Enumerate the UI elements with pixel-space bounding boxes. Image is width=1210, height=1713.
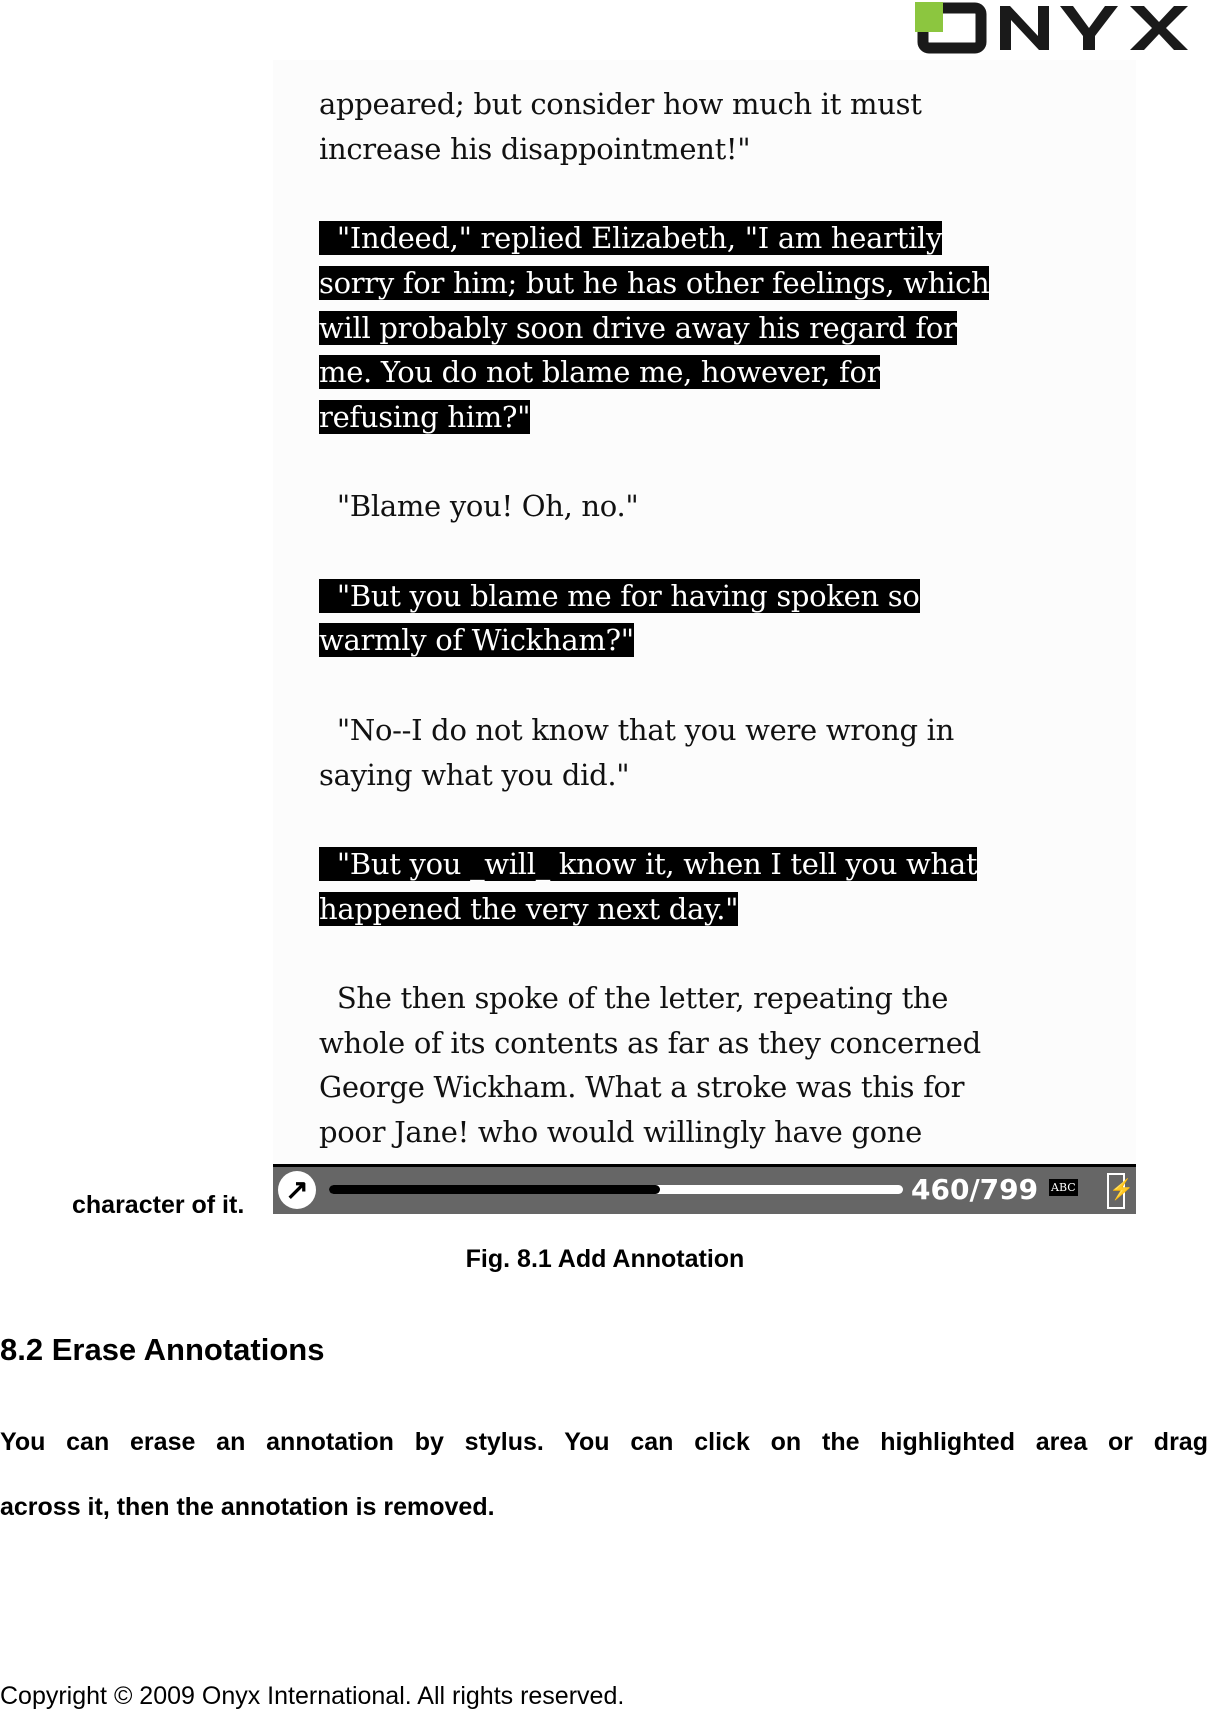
text-line[interactable] [319,1021,981,1065]
line-text: "Indeed," replied Elizabeth, "I am heartily [319,221,943,256]
highlighted-line[interactable] [319,574,920,618]
highlighted-line[interactable] [319,306,957,350]
back-arrow-icon[interactable]: ↗ [278,1171,316,1209]
trailing-text: character of it. [72,1191,245,1219]
line-text: refusing him?" [319,399,531,434]
line-text: happened the very next day." [319,891,739,926]
highlighted-line[interactable] [319,350,880,394]
highlighted-line[interactable] [319,887,738,931]
text-line[interactable] [319,1065,964,1109]
body-paragraph-line-1: You can erase an annotation by stylus. You can click on the highlighted area or drag [0,1428,1208,1456]
line-text: "Blame you! Oh, no." [319,489,639,524]
figure-caption: Fig. 8.1 Add Annotation [465,1245,745,1273]
highlighted-line[interactable] [319,216,942,260]
text-line[interactable] [319,753,629,797]
text-line[interactable] [319,127,750,171]
copyright: Copyright © 2009 Onyx International. All rights reserved. [0,1682,625,1710]
line-text: "But you blame me for having spoken so [319,578,920,613]
highlighted-line[interactable] [319,842,977,886]
line-text: sorry for him; but he has other feelings, which [319,265,990,300]
section-heading: 8.2 Erase Annotations [0,1332,325,1367]
battery-icon: ⚡ [1107,1173,1125,1209]
line-text: She then spoke of the letter, repeating the [319,981,949,1015]
reader-status-bar [273,1164,1136,1214]
line-text: appeared; but consider how much it must [319,87,922,121]
body-paragraph-line-2: across it, then the annotation is removed. [0,1493,495,1521]
highlighted-line[interactable] [319,395,530,439]
progress-fill [329,1185,660,1194]
reading-progress-bar[interactable] [329,1185,903,1194]
line-text: "No--I do not know that you were wrong in [319,712,954,747]
text-line[interactable] [319,1110,922,1154]
line-text: "But you _will_ know it, when I tell you what [319,846,978,881]
highlighted-line[interactable] [319,261,989,305]
onyx-logo [905,2,1205,54]
line-text: poor Jane! who would willingly have gone [319,1115,923,1150]
line-text: increase his disappointment!" [319,131,751,166]
line-text: me. You do not blame me, however, for [319,355,881,390]
page-counter: 460/799 [911,1173,1039,1206]
text-line[interactable] [319,976,948,1020]
annotation-abc-icon[interactable]: ABC [1051,1181,1076,1194]
line-text: warmly of Wickham?" [319,623,634,658]
line-text: will probably soon drive away his regard for [319,310,957,345]
text-line[interactable] [319,708,954,752]
highlighted-line[interactable] [319,618,634,662]
line-text: George Wickham. What a stroke was this for [319,1070,965,1105]
reader-screenshot [273,60,1136,1164]
text-line[interactable] [319,82,922,126]
line-text: whole of its contents as far as they concerned [319,1025,981,1060]
line-text: saying what you did." [319,757,630,792]
text-line[interactable] [319,484,638,528]
